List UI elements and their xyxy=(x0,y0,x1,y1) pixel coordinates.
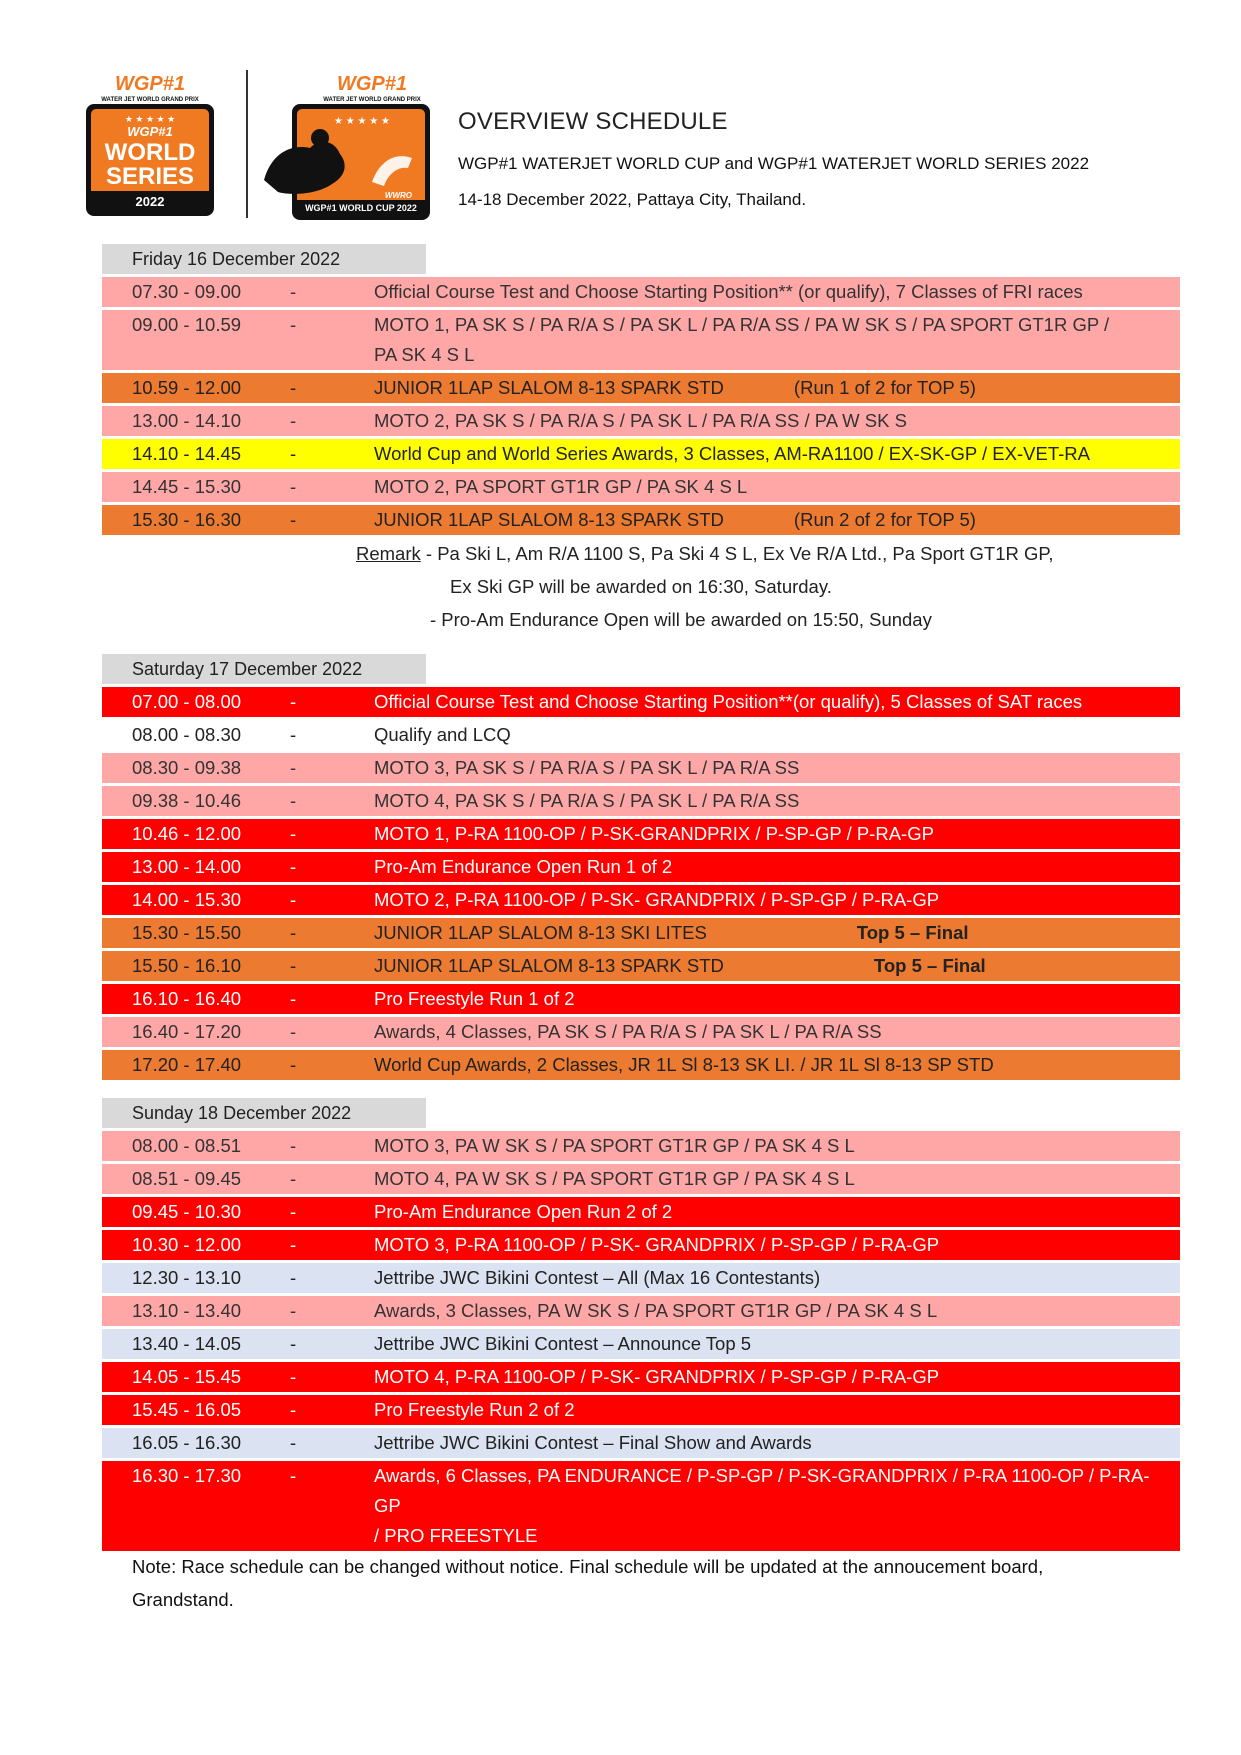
separator-dash: - xyxy=(290,1399,297,1420)
time-slot: 10.46 - 12.00 xyxy=(132,823,242,844)
event-title: Awards, 3 Classes, PA W SK S / PA SPORT GT1R GP / PA SK 4 S L xyxy=(374,1300,938,1321)
schedule-row xyxy=(102,1296,1180,1326)
time-slot: 13.10 - 13.40 xyxy=(132,1300,242,1321)
separator-dash: - xyxy=(290,757,297,778)
schedule-row xyxy=(102,687,1180,717)
event-description xyxy=(326,918,1180,948)
schedule-row xyxy=(102,1230,1180,1260)
event-title: Pro-Am Endurance Open Run 1 of 2 xyxy=(374,856,673,877)
time-slot: 15.45 - 16.05 xyxy=(132,1399,242,1420)
time-slot: 12.30 - 13.10 xyxy=(132,1267,242,1288)
event-description xyxy=(326,406,1180,436)
svg-text:WATER JET WORLD GRAND PRIX: WATER JET WORLD GRAND PRIX xyxy=(323,97,421,103)
event-title: MOTO 1, PA SK S / PA R/A S / PA SK L / PA R/A SS / PA W SK S / PA SPORT GT1R GP / xyxy=(374,314,1110,335)
schedule-row xyxy=(102,277,1180,307)
time-slot: 08.51 - 09.45 xyxy=(132,1168,242,1189)
schedule-row xyxy=(102,1362,1180,1392)
schedule-row xyxy=(102,1050,1180,1080)
time-slot: 08.30 - 09.38 xyxy=(132,757,242,778)
schedule-row xyxy=(102,1164,1180,1194)
event-title: MOTO 1, P-RA 1100-OP / P-SK-GRANDPRIX / P-SP-GP / P-RA-GP xyxy=(374,823,934,844)
remark-line: Ex Ski GP will be awarded on 16:30, Saturday. xyxy=(450,576,832,597)
time-slot: 15.30 - 15.50 xyxy=(132,922,242,943)
event-description xyxy=(326,1131,1180,1161)
event-description xyxy=(326,1197,1180,1227)
schedule-row xyxy=(102,753,1180,783)
separator-dash: - xyxy=(290,889,297,910)
time-slot: 13.40 - 14.05 xyxy=(132,1333,242,1354)
event-description xyxy=(326,786,1180,816)
separator-dash: - xyxy=(290,1432,297,1453)
schedule-row xyxy=(102,373,1180,403)
time-slot: 08.00 - 08.51 xyxy=(132,1135,242,1156)
schedule-row xyxy=(102,1131,1180,1161)
event-description xyxy=(326,720,1180,750)
svg-text:WGP#1: WGP#1 xyxy=(336,73,408,95)
header-divider xyxy=(246,70,248,218)
schedule-row xyxy=(102,310,1180,370)
event-title: MOTO 3, PA W SK S / PA SPORT GT1R GP / PA SK 4 S L xyxy=(374,1135,855,1156)
event-description xyxy=(326,373,1180,403)
svg-text:★ ★ ★ ★ ★: ★ ★ ★ ★ ★ xyxy=(124,114,176,124)
schedule-row xyxy=(102,472,1180,502)
time-slot: 14.10 - 14.45 xyxy=(132,443,242,464)
separator-dash: - xyxy=(290,314,297,335)
event-note: (Run 2 of 2 for TOP 5) xyxy=(793,509,976,530)
remark-label: Remark xyxy=(356,543,421,564)
event-description xyxy=(326,1263,1180,1293)
separator-dash: - xyxy=(290,1267,297,1288)
remark-text: - Pa Ski L, Am R/A 1100 S, Pa Ski 4 S L, Ex Ve R/A Ltd., Pa Sport GT1R GP, xyxy=(420,543,1054,564)
separator-dash: - xyxy=(290,724,297,745)
separator-dash: - xyxy=(290,790,297,811)
time-slot: 14.05 - 15.45 xyxy=(132,1366,242,1387)
event-title: World Cup and World Series Awards, 3 Classes, AM-RA1100 / EX-SK-GP / EX-VET-RA xyxy=(374,443,1090,464)
time-slot: 16.05 - 16.30 xyxy=(132,1432,242,1453)
time-slot: 07.30 - 09.00 xyxy=(132,281,242,302)
separator-dash: - xyxy=(290,1054,297,1075)
time-slot: 09.00 - 10.59 xyxy=(132,314,242,335)
event-description xyxy=(326,1296,1180,1326)
time-slot: 10.30 - 12.00 xyxy=(132,1234,242,1255)
event-note: Top 5 – Final xyxy=(873,955,986,976)
schedule-row xyxy=(102,439,1180,469)
event-title: JUNIOR 1LAP SLALOM 8-13 SPARK STD xyxy=(374,377,724,398)
page-title: OVERVIEW SCHEDULE xyxy=(458,108,728,135)
time-slot: 16.30 - 17.30 xyxy=(132,1465,242,1486)
event-title: MOTO 2, P-RA 1100-OP / P-SK- GRANDPRIX / P-SP-GP / P-RA-GP xyxy=(374,889,940,910)
separator-dash: - xyxy=(290,922,297,943)
schedule-row xyxy=(102,1197,1180,1227)
event-title: MOTO 4, PA SK S / PA R/A S / PA SK L / PA R/A SS xyxy=(374,790,800,811)
separator-dash: - xyxy=(290,443,297,464)
event-description xyxy=(326,310,1180,370)
svg-text:SERIES: SERIES xyxy=(105,163,195,190)
schedule-row xyxy=(102,984,1180,1014)
event-description xyxy=(326,1428,1180,1458)
event-note: (Run 1 of 2 for TOP 5) xyxy=(793,377,976,398)
schedule-row xyxy=(102,1461,1180,1551)
svg-text:WGP#1 WORLD CUP 2022: WGP#1 WORLD CUP 2022 xyxy=(305,203,417,213)
schedule-row xyxy=(102,786,1180,816)
separator-dash: - xyxy=(290,1234,297,1255)
event-title: MOTO 4, PA W SK S / PA SPORT GT1R GP / PA SK 4 S L xyxy=(374,1168,855,1189)
event-description xyxy=(326,852,1180,882)
event-description xyxy=(326,819,1180,849)
event-title: Qualify and LCQ xyxy=(374,724,511,745)
world-cup-logo xyxy=(262,72,434,224)
event-title: MOTO 2, PA SPORT GT1R GP / PA SK 4 S L xyxy=(374,476,748,497)
separator-dash: - xyxy=(290,988,297,1009)
schedule-row xyxy=(102,1395,1180,1425)
event-description xyxy=(326,1329,1180,1359)
time-slot: 14.00 - 15.30 xyxy=(132,889,242,910)
time-slot: 09.38 - 10.46 xyxy=(132,790,242,811)
event-title: Pro Freestyle Run 1 of 2 xyxy=(374,988,575,1009)
event-title: Awards, 4 Classes, PA SK S / PA R/A S / PA SK L / PA R/A SS xyxy=(374,1021,882,1042)
separator-dash: - xyxy=(290,1201,297,1222)
event-title: JUNIOR 1LAP SLALOM 8-13 SPARK STD xyxy=(374,955,724,976)
schedule-row xyxy=(102,1329,1180,1359)
schedule-row xyxy=(102,951,1180,981)
separator-dash: - xyxy=(290,509,297,530)
event-title: Pro-Am Endurance Open Run 2 of 2 xyxy=(374,1201,673,1222)
event-description xyxy=(326,951,1180,981)
remark-line xyxy=(356,537,1180,570)
schedule-row xyxy=(102,505,1180,535)
separator-dash: - xyxy=(290,1135,297,1156)
time-slot: 15.30 - 16.30 xyxy=(132,509,242,530)
event-description xyxy=(326,277,1180,307)
svg-text:WGP#1: WGP#1 xyxy=(114,73,186,95)
event-description xyxy=(326,1362,1180,1392)
event-title: MOTO 4, P-RA 1100-OP / P-SK- GRANDPRIX / P-SP-GP / P-RA-GP xyxy=(374,1366,940,1387)
day-section xyxy=(102,1098,1180,1551)
separator-dash: - xyxy=(290,1021,297,1042)
event-description xyxy=(326,753,1180,783)
event-title: Jettribe JWC Bikini Contest – Announce Top 5 xyxy=(374,1333,752,1354)
event-title: MOTO 3, P-RA 1100-OP / P-SK- GRANDPRIX / P-SP-GP / P-RA-GP xyxy=(374,1234,940,1255)
separator-dash: - xyxy=(290,1333,297,1354)
time-slot: 16.10 - 16.40 xyxy=(132,988,242,1009)
schedule-note: Note: Race schedule can be changed without notice. Final schedule will be updated at the annoucement board, Grandstand. xyxy=(132,1556,1044,1610)
event-title: JUNIOR 1LAP SLALOM 8-13 SKI LITES xyxy=(374,922,707,943)
event-title: Jettribe JWC Bikini Contest – Final Show and Awards xyxy=(374,1432,812,1453)
svg-text:WATER JET WORLD GRAND PRIX: WATER JET WORLD GRAND PRIX xyxy=(101,97,199,103)
separator-dash: - xyxy=(290,1366,297,1387)
separator-dash: - xyxy=(290,281,297,302)
event-title: Official Course Test and Choose Starting Position** (or qualify), 7 Classes of FRI races xyxy=(374,281,1083,302)
remark-line: - Pro-Am Endurance Open will be awarded on 15:50, Sunday xyxy=(430,609,932,630)
event-title: JUNIOR 1LAP SLALOM 8-13 SPARK STD xyxy=(374,509,724,530)
event-description xyxy=(326,885,1180,915)
time-slot: 16.40 - 17.20 xyxy=(132,1021,242,1042)
event-title-continued: / PRO FREESTYLE xyxy=(374,1525,538,1546)
event-description xyxy=(326,1164,1180,1194)
day-header: Saturday 17 December 2022 xyxy=(102,654,426,684)
schedule-row xyxy=(102,885,1180,915)
event-description xyxy=(326,439,1180,469)
time-slot: 08.00 - 08.30 xyxy=(132,724,242,745)
svg-text:2022: 2022 xyxy=(135,194,165,209)
event-title: MOTO 2, PA SK S / PA R/A S / PA SK L / PA R/A SS / PA W SK S xyxy=(374,410,907,431)
svg-text:WORLD: WORLD xyxy=(104,139,196,166)
event-title: Pro Freestyle Run 2 of 2 xyxy=(374,1399,575,1420)
schedule-row xyxy=(102,720,1180,750)
event-description xyxy=(326,1050,1180,1080)
separator-dash: - xyxy=(290,856,297,877)
event-description xyxy=(326,687,1180,717)
event-note: Top 5 – Final xyxy=(856,922,969,943)
schedule-row xyxy=(102,1017,1180,1047)
separator-dash: - xyxy=(290,823,297,844)
day-section xyxy=(102,654,1180,1080)
separator-dash: - xyxy=(290,691,297,712)
separator-dash: - xyxy=(290,1465,297,1486)
event-description xyxy=(326,472,1180,502)
time-slot: 14.45 - 15.30 xyxy=(132,476,242,497)
event-title: Jettribe JWC Bikini Contest – All (Max 16 Contestants) xyxy=(374,1267,821,1288)
schedule-row xyxy=(102,406,1180,436)
remark xyxy=(356,537,1180,636)
day-header: Sunday 18 December 2022 xyxy=(102,1098,426,1128)
svg-text:★ ★ ★ ★ ★: ★ ★ ★ ★ ★ xyxy=(334,116,390,127)
event-description xyxy=(326,505,1180,535)
schedule-row xyxy=(102,918,1180,948)
event-description xyxy=(326,1461,1180,1551)
world-series-logo xyxy=(82,72,218,220)
time-slot: 17.20 - 17.40 xyxy=(132,1054,242,1075)
time-slot: 15.50 - 16.10 xyxy=(132,955,242,976)
event-description xyxy=(326,1230,1180,1260)
time-slot: 13.00 - 14.00 xyxy=(132,856,242,877)
event-title: Official Course Test and Choose Starting Position**(or qualify), 5 Classes of SAT races xyxy=(374,691,1083,712)
day-section xyxy=(102,244,1180,636)
separator-dash: - xyxy=(290,1300,297,1321)
separator-dash: - xyxy=(290,476,297,497)
day-header: Friday 16 December 2022 xyxy=(102,244,426,274)
schedule-row xyxy=(102,1263,1180,1293)
separator-dash: - xyxy=(290,955,297,976)
svg-text:WGP#1: WGP#1 xyxy=(127,124,173,139)
schedule-row xyxy=(102,1428,1180,1458)
event-description xyxy=(326,1017,1180,1047)
event-title: Awards, 6 Classes, PA ENDURANCE / P-SP-GP / P-SK-GRANDPRIX / P-RA 1100-OP / P-RA-GP xyxy=(374,1465,1150,1516)
schedule-row xyxy=(102,819,1180,849)
separator-dash: - xyxy=(290,1168,297,1189)
time-slot: 07.00 - 08.00 xyxy=(132,691,242,712)
separator-dash: - xyxy=(290,410,297,431)
svg-text:WWRO: WWRO xyxy=(384,191,412,200)
event-description xyxy=(326,1395,1180,1425)
time-slot: 13.00 - 14.10 xyxy=(132,410,242,431)
schedule xyxy=(102,244,1180,1569)
event-title: World Cup Awards, 2 Classes, JR 1L Sl 8-13 SK LI. / JR 1L Sl 8-13 SP STD xyxy=(374,1054,994,1075)
schedule-row xyxy=(102,852,1180,882)
event-title-continued: PA SK 4 S L xyxy=(374,344,475,365)
event-title: MOTO 3, PA SK S / PA R/A S / PA SK L / PA R/A SS xyxy=(374,757,800,778)
time-slot: 10.59 - 12.00 xyxy=(132,377,242,398)
time-slot: 09.45 - 10.30 xyxy=(132,1201,242,1222)
event-description xyxy=(326,984,1180,1014)
event-subtitle: WGP#1 WATERJET WORLD CUP and WGP#1 WATERJET WORLD SERIES 2022 xyxy=(458,154,1090,173)
event-dates: 14-18 December 2022, Pattaya City, Thailand. xyxy=(458,190,807,209)
separator-dash: - xyxy=(290,377,297,398)
